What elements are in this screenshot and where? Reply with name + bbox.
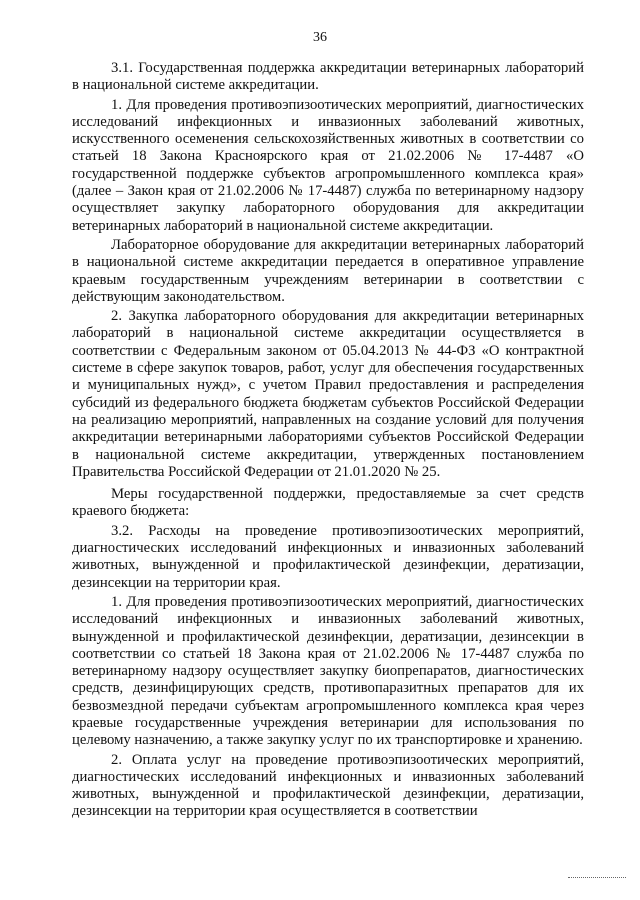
paragraph-3-2-item-1: 1. Для проведения противоэпизоотических мероприятий, диагностических исследований инфекционных и инвазионных заболеваний животных, вынужденной и профилактической дезинфекции, дератизации, дезинсекции в соответствии со статьей 18 Закона края от 21.02.2006 № 17-4487 служба по ветеринарному надзору осуществляет закупку биопрепаратов, диагностических средств, дезинфицирующих средств, противопаразитных препаратов для их безвозмездной передачи субъектам агропромышленного комплекса края через краевые государственные учреждения ветеринарии для использования по целевому назначению, а также закупку услуг по их транспортировке и хранению. <box>72 593 584 749</box>
paragraph-3-1-item-2: 2. Закупка лабораторного оборудования для аккредитации ветеринарных лабораторий в национальной системе аккредитации осуществляется в соответствии с Федеральным законом от 05.04.2013 № 44-ФЗ «О контрактной системе в сфере закупок товаров, работ, услуг для обеспечения государственных и муниципальных нужд», с учетом Правил предоставления и распределения субсидий из федерального бюджета бюджетам субъектов Российской Федерации на реализацию мероприятий, направленных на создание условий для получения аккредитации ветеринарными лабораториями субъектов Российской Федерации в национальной системе аккредитации, утвержденных постановлением Правительства Российской Федерации от 21.01.2020 № 25. <box>72 308 584 480</box>
paragraph-lab-equipment-transfer: Лабораторное оборудование для аккредитации ветеринарных лабораторий в национальной системе аккредитации передается в оперативное управление краевым государственным учреждениям ветеринарии в соответствии с действующим законодательством. <box>72 236 584 305</box>
paragraph-3-2-item-2: 2. Оплата услуг на проведение противоэпизоотических мероприятий, диагностических исследований инфекционных и инвазионных заболеваний животных, вынужденной и профилактической дезинфекции, дератизации, дезинсекции на территории края осуществляется в соответствии <box>72 751 584 820</box>
paragraph-regional-budget-measures: Меры государственной поддержки, предоставляемые за счет средств краевого бюджета: <box>72 486 584 520</box>
section-heading-3-2: 3.2. Расходы на проведение противоэпизоотических мероприятий, диагностических исследований инфекционных и инвазионных заболеваний животных, вынужденной и профилактической дезинфекции, дератизации, дезинсекции на территории края. <box>72 522 584 591</box>
page-number: 36 <box>313 30 327 45</box>
document-body <box>72 60 584 823</box>
footer-dotted-mark <box>568 875 626 878</box>
paragraph-3-1-item-1: 1. Для проведения противоэпизоотических мероприятий, диагностических исследований инфекционных и инвазионных заболеваний животных, искусственного осеменения сельскохозяйственных животных в соответствии со статьей 18 Закона Красноярского края от 21.02.2006 № 17-4487 «О государственной поддержке субъектов агропромышленного комплекса края» (далее – Закон края от 21.02.2006 № 17-4487) служба по ветеринарному надзору осуществляет закупку лабораторного оборудования для аккредитации ветеринарных лабораторий в национальной системе аккредитации. <box>72 96 584 234</box>
section-heading-3-1: 3.1. Государственная поддержка аккредитации ветеринарных лабораторий в национальной системе аккредитации. <box>72 60 584 94</box>
